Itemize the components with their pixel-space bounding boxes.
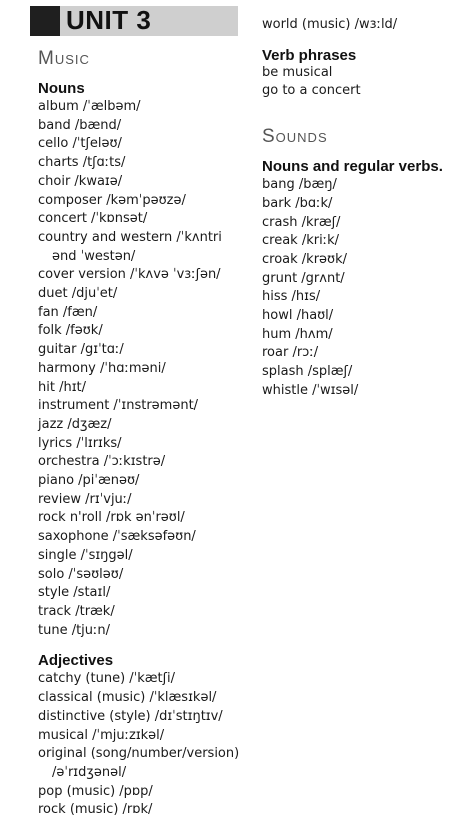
vocab-entry: be musical (262, 64, 333, 80)
vocab-entry: duet /djuˈet/ (38, 286, 118, 302)
vocab-entry: guitar /gɪˈtɑː/ (38, 342, 124, 358)
vocab-entry: lyrics /ˈlɪrɪks/ (38, 435, 122, 451)
left-column (38, 48, 258, 820)
vocab-entry: hiss /hɪs/ (262, 289, 321, 305)
vocab-entry: instrument /ˈɪnstrəmənt/ (38, 398, 199, 414)
vocab-entry: orchestra /ˈɔːkɪstrə/ (38, 454, 166, 470)
vocab-entry: jazz /dʒæz/ (38, 416, 112, 432)
vocab-entry: go to a concert (262, 83, 361, 99)
vocab-entry: choir /kwaɪə/ (38, 173, 123, 189)
vocab-entry: rock (music) /rɒk/ (38, 802, 153, 818)
vocab-entry: band /bænd/ (38, 117, 122, 133)
vocab-entry: creak /kriːk/ (262, 233, 339, 249)
vocab-entry: country and western /ˈkʌntri (38, 229, 222, 245)
vocab-entry: bark /bɑːk/ (262, 195, 333, 211)
vocab-entry: original (song/number/version) (38, 746, 240, 762)
right-column (262, 16, 467, 401)
vocab-entry: composer /kəmˈpəʊzə/ (38, 192, 186, 208)
vocab-entry: album /ˈælbəm/ (38, 99, 141, 114)
verb-phrases-list (262, 64, 467, 101)
vocab-entry: bang /bæŋ/ (262, 177, 337, 193)
vocab-entry-continuation: ənd ˈwestən/ (52, 248, 136, 264)
sounds-list (262, 176, 467, 400)
vocab-entry: pop (music) /pɒp/ (38, 783, 153, 799)
vocab-entry: distinctive (style) /dɪˈstɪŋtɪv/ (38, 708, 223, 724)
vocab-entry: harmony /ˈhɑːməni/ (38, 360, 166, 376)
vocab-entry: review /rɪˈvjuː/ (38, 491, 132, 507)
vocab-entry-continuation: /əˈrɪdʒənəl/ (52, 764, 127, 780)
nouns-heading: Nouns (38, 80, 85, 97)
vocab-entry: single /ˈsɪŋgəl/ (38, 547, 133, 563)
vocab-entry: howl /haʊl/ (262, 308, 334, 324)
vocab-entry: saxophone /ˈsæksəfəʊn/ (38, 529, 196, 545)
vocab-entry: cover version /ˈkʌvə ˈvɜːʃən/ (38, 267, 221, 283)
section-title-music: Music (38, 48, 90, 69)
vocab-entry: roar /rɔː/ (262, 345, 319, 361)
vocab-entry: catchy (tune) /ˈkætʃi/ (38, 671, 175, 687)
unit-header-marker (30, 6, 60, 36)
vocab-entry: rock n'roll /rɒk ənˈrəʊl/ (38, 510, 185, 526)
vocab-entry: charts /tʃɑːts/ (38, 155, 126, 171)
vocab-entry: whistle /ˈwɪsəl/ (262, 382, 359, 398)
vocab-entry: piano /piˈænəʊ/ (38, 473, 140, 489)
adjectives-list (38, 670, 258, 820)
vocab-entry: solo /ˈsəʊləʊ/ (38, 566, 124, 582)
vocab-entry: folk /fəʊk/ (38, 323, 103, 339)
vocab-entry: classical (music) /ˈklæsɪkəl/ (38, 690, 217, 706)
vocab-entry: tune /tjuːn/ (38, 622, 111, 638)
vocab-entry: musical /ˈmjuːzɪkəl/ (38, 727, 165, 743)
vocab-entry: cello /ˈtʃeləʊ/ (38, 136, 122, 152)
sounds-heading: Nouns and regular verbs. (262, 158, 443, 176)
vocab-entry: concert /ˈkɒnsət/ (38, 211, 148, 227)
vocab-entry: hum /hʌm/ (262, 326, 333, 342)
verb-phrases-heading: Verb phrases (262, 46, 357, 64)
adjectives-heading: Adjectives (38, 652, 114, 670)
unit-title: UNIT 3 (66, 5, 152, 35)
vocab-entry: crash /kræʃ/ (262, 214, 341, 230)
vocab-entry: splash /splæʃ/ (262, 364, 353, 380)
section-title-sounds: Sounds (262, 126, 328, 148)
vocab-entry: fan /fæn/ (38, 304, 98, 320)
vocab-entry: croak /krəʊk/ (262, 251, 347, 267)
vocab-entry: hit /hɪt/ (38, 379, 87, 395)
vocab-entry: track /træk/ (38, 603, 115, 619)
vocab-entry: world (music) /wɜːld/ (262, 17, 398, 32)
vocab-entry: grunt /grʌnt/ (262, 270, 345, 286)
vocab-entry: style /staɪl/ (38, 585, 111, 601)
nouns-list (38, 98, 258, 640)
